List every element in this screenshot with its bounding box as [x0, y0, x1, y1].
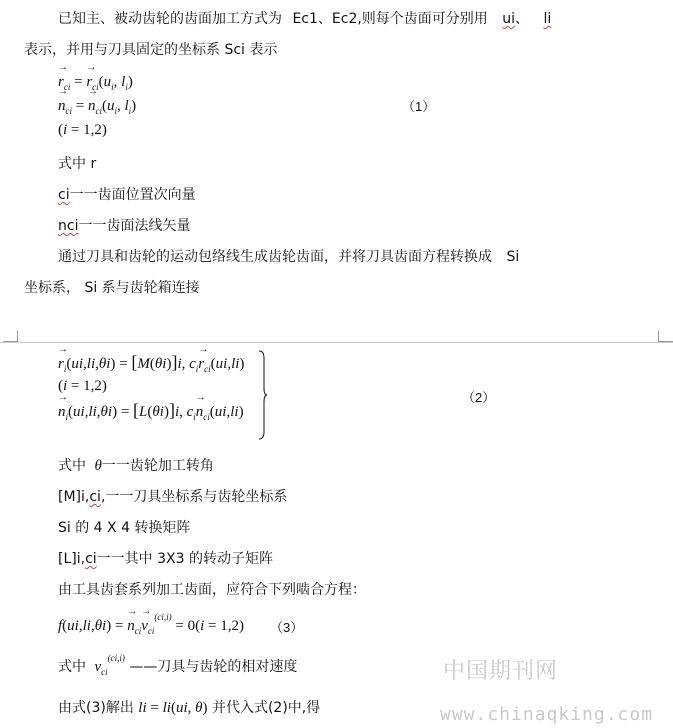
- spellcheck-word: ci: [58, 187, 70, 203]
- equation-2-number: （2）: [462, 390, 496, 405]
- spellcheck-word: nci: [58, 218, 79, 234]
- text-run: 一一齿轮加工转角: [101, 458, 214, 474]
- text-run: 式中: [58, 458, 86, 474]
- right-brace-icon: [258, 350, 268, 440]
- equation-1-line-1: → $r_{ci}$ = → $r_{ci}(u_i$, $l_i$): [58, 72, 133, 92]
- paragraph-intro-cont: 表示，并用与刀具固定的坐标系 Sci 表示: [24, 42, 278, 58]
- watermark-text: 中国期刊网: [443, 659, 559, 684]
- equation-2-line-1: → $r_i(ui,li,\theta i) = [M(\theta i)]i$, $c_i\to r_{ci}(ui,li)$: [58, 352, 244, 374]
- where-clause: 式中 r: [58, 156, 97, 172]
- text-run: 已知主、被动齿轮的齿面加工方式为: [58, 11, 282, 27]
- definition-ci: [58, 185, 196, 205]
- definition-velocity: 式中 $v_{ci}^{(ci,i)}$ ——刀具与齿轮的相对速度: [58, 653, 298, 677]
- text-run: 一一齿面法线矢量: [78, 218, 191, 234]
- equation-1-line-3: (i = 1,2): [58, 122, 107, 138]
- paragraph-solve: 由式(3)解出 li = li(ui, θ) 并代入式(2)中,得: [58, 700, 321, 716]
- text-run: Si: [506, 249, 520, 265]
- paragraph-envelope: [58, 247, 519, 267]
- text-run: 由式(3)解出: [58, 700, 134, 716]
- text-run: 并代入式(2)中,得: [211, 700, 321, 716]
- page-corner-mark-left: [3, 331, 18, 342]
- page-corner-mark-right: [658, 331, 673, 342]
- text-run: 一一齿面位置次向量: [69, 187, 196, 203]
- equation-1-line-2: → $n_{ci}$ = → $n_{ci}(u_i$, $l_i$): [58, 96, 136, 116]
- text-run: [M]i,: [58, 489, 90, 505]
- text-run: ——刀具与齿轮的相对速度: [129, 659, 298, 675]
- text-run: ,一一刀具坐标系与齿轮坐标系: [100, 489, 288, 505]
- watermark-url: www.chinaqking.com: [440, 704, 654, 725]
- definition-nci: [58, 216, 190, 236]
- text-run: Ec1、Ec2,则每个齿面可分别用: [292, 11, 488, 27]
- definition-matrix-m: [58, 487, 287, 507]
- paragraph-envelope-cont: 坐标系， Si 系与齿轮箱连接: [24, 280, 200, 296]
- spellcheck-word: ci: [89, 489, 101, 505]
- text-run: 、: [515, 11, 530, 27]
- equation-1-number: （1）: [402, 99, 436, 114]
- equation-2-line-3: → $n_i(ui,li,\theta i) = [L(\theta i)]i$, $c_i\to n_{ci}(ui,li)$: [58, 400, 244, 422]
- definition-matrix-l: [58, 549, 273, 569]
- definition-theta: 式中 θ一一齿轮加工转角: [58, 458, 214, 474]
- text-run: [L]i,: [58, 551, 86, 567]
- paragraph-intro: [58, 9, 551, 29]
- paragraph-meshing: 由工具齿套系列加工齿面，应符合下列啮合方程：: [58, 582, 366, 598]
- equation-3: f(ui,li,θi) = → $n_{ci}\to v_{ci}^{(ci,i)} = 0(i = 1,2)$: [58, 616, 244, 636]
- text-run: 一一其中 3X3 的转动子矩阵: [96, 551, 273, 567]
- equation-3-number: （3）: [270, 620, 304, 635]
- text-run: 通过刀具和齿轮的运动包络线生成齿轮齿面，并将刀具齿面方程转换成: [58, 249, 492, 265]
- definition-matrix-m-cont: Si 的 4 X 4 转换矩阵: [58, 520, 191, 536]
- spellcheck-word: ci: [85, 551, 97, 567]
- page-break-line: [0, 342, 673, 343]
- spellcheck-word: ui: [502, 11, 516, 27]
- spellcheck-word: li: [543, 11, 552, 27]
- equation-2-line-2: (i = 1,2): [58, 378, 107, 394]
- text-run: 式中: [58, 659, 86, 675]
